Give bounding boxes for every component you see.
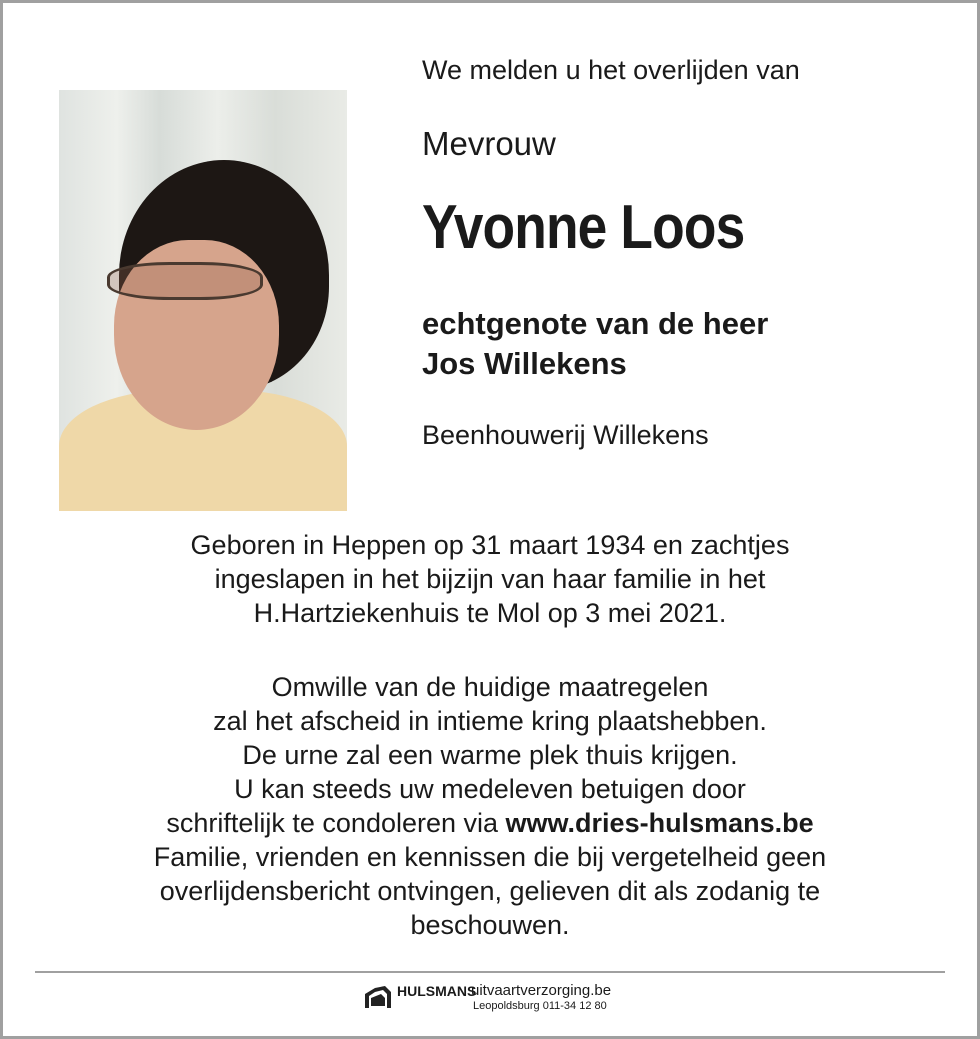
title-text: Mevrouw [422, 125, 556, 162]
intro-text: We melden u het overlijden van [422, 55, 800, 85]
text-line: beschouwen. [410, 910, 570, 940]
text-line: U kan steeds uw medeleven betuigen door [234, 774, 746, 804]
portrait-photo [59, 90, 347, 511]
birth-death-paragraph [0, 528, 980, 630]
business-text: Beenhouwerij Willekens [422, 420, 709, 450]
website-link[interactable]: www.dries-hulsmans.be [505, 808, 814, 838]
divider [35, 971, 945, 973]
spouse-text [422, 304, 768, 384]
text-line: De urne zal een warme plek thuis krijgen. [242, 740, 738, 770]
condolence-prefix: schriftelijk te condoleren via [166, 808, 506, 838]
text-line: Geboren in Heppen op 31 maart 1934 en zachtjes [190, 530, 790, 560]
spouse-line-2: Jos Willekens [422, 346, 627, 381]
footer [363, 982, 633, 1018]
footer-address: Leopoldsburg 011-34 12 80 [473, 1000, 607, 1012]
text-line: Omwille van de huidige maatregelen [271, 672, 709, 702]
hulsmans-logo-icon [363, 984, 395, 1010]
text-line: H.Hartziekenhuis te Mol op 3 mei 2021. [253, 598, 727, 628]
footer-site: uitvaartverzorging.be [471, 982, 612, 999]
footer-brand: HULSMANS [397, 983, 477, 999]
text-line: Familie, vrienden en kennissen die bij vergetelheid geen [153, 842, 827, 872]
arrangements-paragraph [0, 670, 980, 942]
spouse-line-1: echtgenote van de heer [422, 306, 769, 341]
deceased-name: Yvonne Loos [422, 193, 745, 262]
condolence-line [0, 806, 980, 840]
text-line: overlijdensbericht ontvingen, gelieven dit als zodanig te [159, 876, 821, 906]
text-line: zal het afscheid in intieme kring plaatshebben. [213, 706, 767, 736]
text-line: ingeslapen in het bijzijn van haar familie in het [214, 564, 766, 594]
